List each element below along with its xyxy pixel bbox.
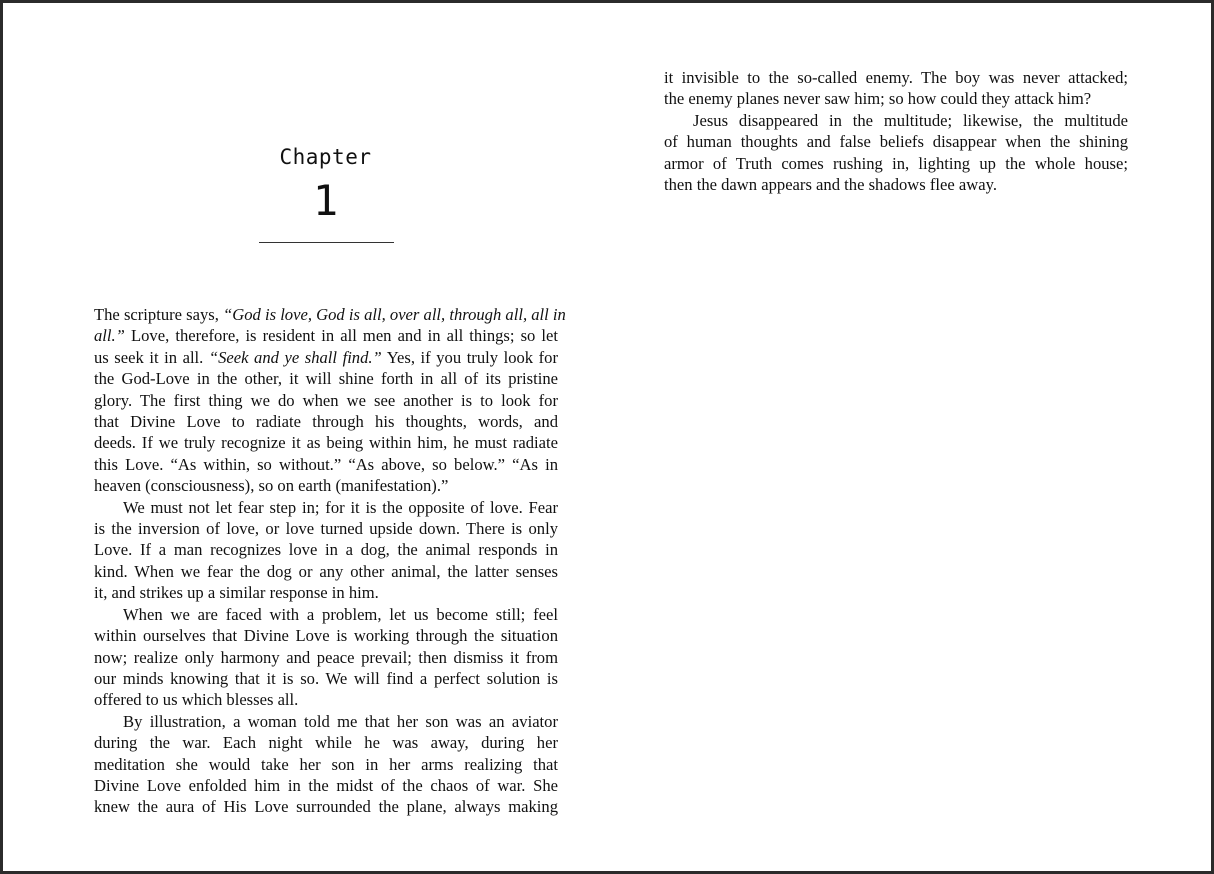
text-run: deeds. If we truly recognize it as being within him, he must radiate xyxy=(94,433,558,453)
text-line xyxy=(664,131,1128,152)
text-run: knew the aura of His Love surrounded the plane, always making xyxy=(94,797,558,817)
text-run: our minds knowing that it is so. We will find a perfect solution is xyxy=(94,668,558,688)
text-run: the God-Love in the other, it will shine forth in all of its pristine xyxy=(94,369,558,389)
text-run: the enemy planes never saw him; so how could they attack him? xyxy=(664,89,1092,109)
italic-text: all.” xyxy=(94,326,125,346)
text-line xyxy=(94,689,558,710)
text-line xyxy=(94,411,558,432)
text-run: then the dawn appears and the shadows flee away. xyxy=(664,175,997,195)
text-line xyxy=(94,347,558,368)
text-run: that Divine Love to radiate through his thoughts, words, and xyxy=(94,412,558,432)
text-line xyxy=(94,604,558,625)
paragraph xyxy=(94,304,566,497)
text-line xyxy=(94,304,566,325)
text-run: By illustration, a woman told me that her son was an aviator xyxy=(123,711,558,731)
text-run: us seek it in all. xyxy=(94,347,209,367)
paragraph xyxy=(94,711,558,818)
paragraph xyxy=(664,67,1128,110)
text-run: kind. When we fear the dog or any other animal, the latter senses xyxy=(94,561,558,581)
text-line xyxy=(94,539,558,560)
text-line xyxy=(94,754,558,775)
text-line xyxy=(94,647,558,668)
text-line xyxy=(94,497,558,518)
text-line xyxy=(94,475,558,496)
text-line xyxy=(664,67,1128,88)
text-run: We must not let fear step in; for it is the opposite of love. Fear xyxy=(123,497,558,517)
text-run: The scripture says, xyxy=(94,305,224,324)
text-run: glory. The first thing we do when we see another is to look for xyxy=(94,390,558,410)
text-run: Divine Love enfolded him in the midst of the chaos of war. She xyxy=(94,775,558,795)
text-run: within ourselves that Divine Love is working through the situation xyxy=(94,626,558,646)
left-page-text xyxy=(94,304,566,818)
chapter-number: 1 xyxy=(312,176,339,225)
paragraph xyxy=(94,604,558,711)
text-line xyxy=(664,174,1128,195)
paragraph xyxy=(94,497,558,604)
text-line xyxy=(94,732,558,753)
text-line xyxy=(94,668,558,689)
text-line xyxy=(94,582,558,603)
text-line xyxy=(94,796,558,817)
chapter-heading xyxy=(203,141,448,227)
text-line xyxy=(94,432,558,453)
text-run: meditation she would take her son in her arms realizing that xyxy=(94,754,558,774)
text-line xyxy=(664,88,1128,109)
text-line xyxy=(94,625,558,646)
text-line xyxy=(664,153,1128,174)
text-line xyxy=(664,110,1128,131)
text-run: When we are faced with a problem, let us become still; feel xyxy=(123,604,558,624)
text-line xyxy=(94,711,558,732)
text-run: it, and strikes up a similar response in him. xyxy=(94,583,379,603)
text-run: Love. If a man recognizes love in a dog, the animal responds in xyxy=(94,540,558,560)
text-run: Love, therefore, is resident in all men and in all things; so let xyxy=(124,326,558,346)
text-run: armor of Truth comes rushing in, lighting up the whole house; xyxy=(664,153,1128,173)
text-line xyxy=(94,368,558,389)
text-run: is the inversion of love, or love turned upside down. There is only xyxy=(94,519,558,539)
right-page-text xyxy=(664,67,1128,195)
paragraph xyxy=(664,110,1128,196)
chapter-divider xyxy=(259,242,394,243)
text-run: it invisible to the so-called enemy. The boy was never attacked; xyxy=(664,68,1128,87)
italic-text: “Seek and ye shall find.” xyxy=(208,347,382,367)
text-line xyxy=(94,775,558,796)
text-run: of human thoughts and false beliefs disappear when the shining xyxy=(664,132,1128,152)
text-run: Jesus disappeared in the multitude; likewise, the multitude xyxy=(693,110,1128,130)
text-run: during the war. Each night while he was away, during her xyxy=(94,733,558,753)
text-line xyxy=(94,454,558,475)
text-line xyxy=(94,561,558,582)
italic-text: “God is love, God is all, over all, through all, all in xyxy=(223,305,566,324)
text-line xyxy=(94,518,558,539)
text-line xyxy=(94,390,558,411)
text-line xyxy=(94,325,558,346)
text-run: offered to us which blesses all. xyxy=(94,690,299,710)
text-run: now; realize only harmony and peace prevail; then dismiss it from xyxy=(94,647,558,667)
text-run: heaven (consciousness), so on earth (manifestation).” xyxy=(94,476,449,496)
text-run: this Love. “As within, so without.” “As above, so below.” “As in xyxy=(94,454,558,474)
chapter-label: Chapter xyxy=(279,145,372,169)
text-run: Yes, if you truly look for xyxy=(381,347,558,367)
